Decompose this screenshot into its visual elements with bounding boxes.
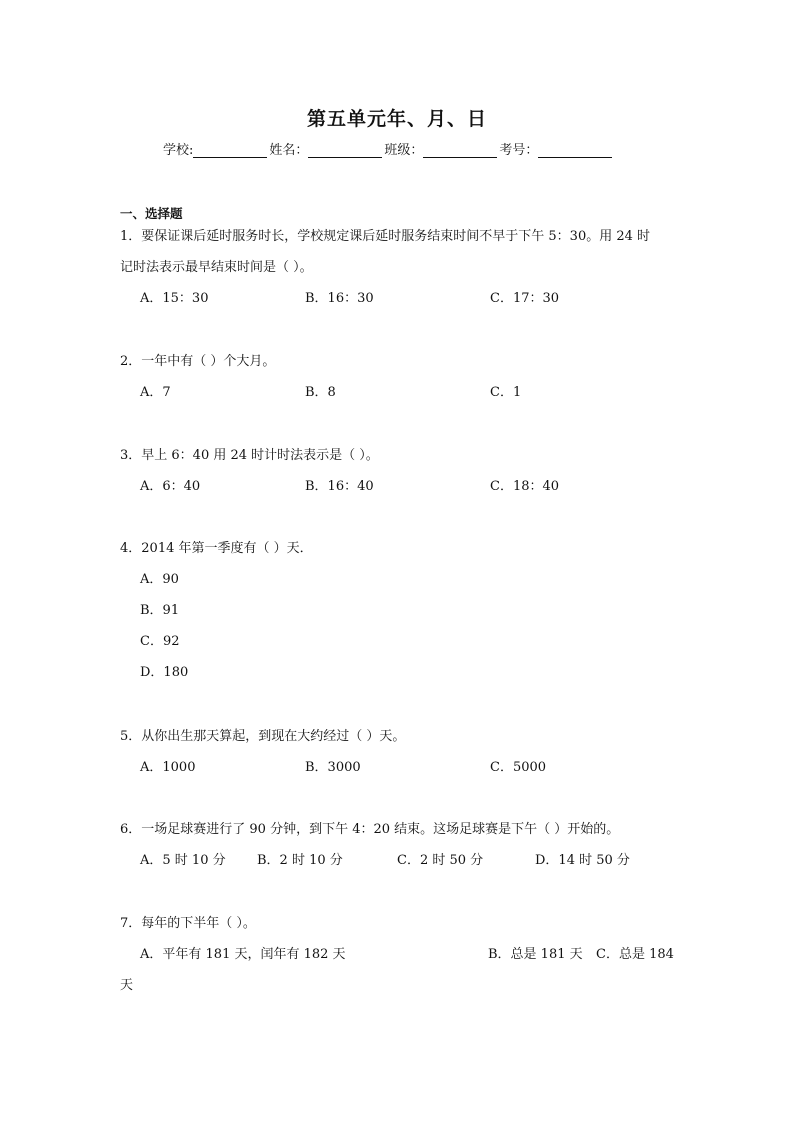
question-5 <box>120 721 680 783</box>
option-b[interactable]: B．2 时 10 分 <box>257 853 343 868</box>
page-title: 第五单元年、月、日 <box>306 108 487 130</box>
school-label: 学校: <box>163 143 194 158</box>
option-d[interactable]: D．14 时 50 分 <box>535 853 630 868</box>
option-a[interactable]: A．1000 <box>140 760 196 775</box>
option-a[interactable]: A．6：40 <box>140 479 201 494</box>
option-c[interactable]: C．2 时 50 分 <box>397 853 484 868</box>
question-3-stem: 3．早上 6：40 用 24 时计时法表示是（ ）。 <box>120 448 379 463</box>
question-4-option-a[interactable]: A．90 <box>140 572 179 587</box>
option-c[interactable]: C．5000 <box>490 760 547 775</box>
option-c[interactable]: C．18：40 <box>490 479 560 494</box>
option-b[interactable]: B．16：40 <box>305 479 374 494</box>
class-label: 班级： <box>384 143 424 158</box>
question-2-stem: 2．一年中有（ ）个大月。 <box>120 354 276 369</box>
name-blank[interactable] <box>308 143 382 158</box>
question-5-stem: 5．从你出生那天算起，到现在大约经过（ ）天。 <box>120 729 406 744</box>
exam-number-label: 考号： <box>499 143 539 158</box>
question-4-option-c[interactable]: C．92 <box>140 634 180 649</box>
question-4 <box>120 533 680 688</box>
question-7-options <box>120 939 680 970</box>
question-3 <box>120 440 680 502</box>
question-1-options <box>120 283 680 314</box>
question-7-option-c-wrap: 天 <box>120 978 134 993</box>
school-blank[interactable] <box>193 143 267 158</box>
option-b[interactable]: B．16：30 <box>305 291 374 306</box>
option-a[interactable]: A．平年有 181 天，闰年有 182 天 <box>140 947 346 962</box>
name-label: 姓名： <box>269 143 309 158</box>
question-4-stem: 4．2014 年第一季度有（ ）天． <box>120 541 313 556</box>
question-4-option-d[interactable]: D．180 <box>140 665 189 680</box>
question-2-options <box>120 377 680 408</box>
option-a[interactable]: A．7 <box>140 385 171 400</box>
question-1-stem-line-1: 1．要保证课后延时服务时长，学校规定课后延时服务结束时间不早于下午 5：30。用 24 时 <box>120 229 651 244</box>
option-b[interactable]: B．3000 <box>305 760 361 775</box>
exam-number-blank[interactable] <box>538 143 612 158</box>
student-info-line <box>163 139 643 158</box>
section-heading: 一、选择题 <box>120 206 183 221</box>
question-7 <box>120 908 680 1001</box>
option-c[interactable]: C．1 <box>490 385 522 400</box>
question-5-options <box>120 752 680 783</box>
option-a[interactable]: A．15：30 <box>140 291 209 306</box>
question-2 <box>120 346 680 408</box>
option-c[interactable]: C．17：30 <box>490 291 560 306</box>
option-b[interactable]: B．总是 181 天 <box>488 947 583 962</box>
question-1 <box>120 221 680 314</box>
class-blank[interactable] <box>423 143 497 158</box>
option-c[interactable]: C．总是 184 <box>596 947 674 962</box>
question-1-stem-line-2: 记时法表示最早结束时间是（ ）。 <box>120 260 313 275</box>
option-a[interactable]: A．5 时 10 分 <box>140 853 226 868</box>
question-6-options <box>120 845 680 876</box>
question-7-stem: 7．每年的下半年（ ）。 <box>120 916 256 931</box>
question-6-stem: 6．一场足球赛进行了 90 分钟，到下午 4：20 结束。这场足球赛是下午（ ）开始的。 <box>120 822 620 837</box>
question-4-option-b[interactable]: B．91 <box>140 603 180 618</box>
question-3-options <box>120 471 680 502</box>
question-6 <box>120 814 680 876</box>
option-b[interactable]: B．8 <box>305 385 336 400</box>
